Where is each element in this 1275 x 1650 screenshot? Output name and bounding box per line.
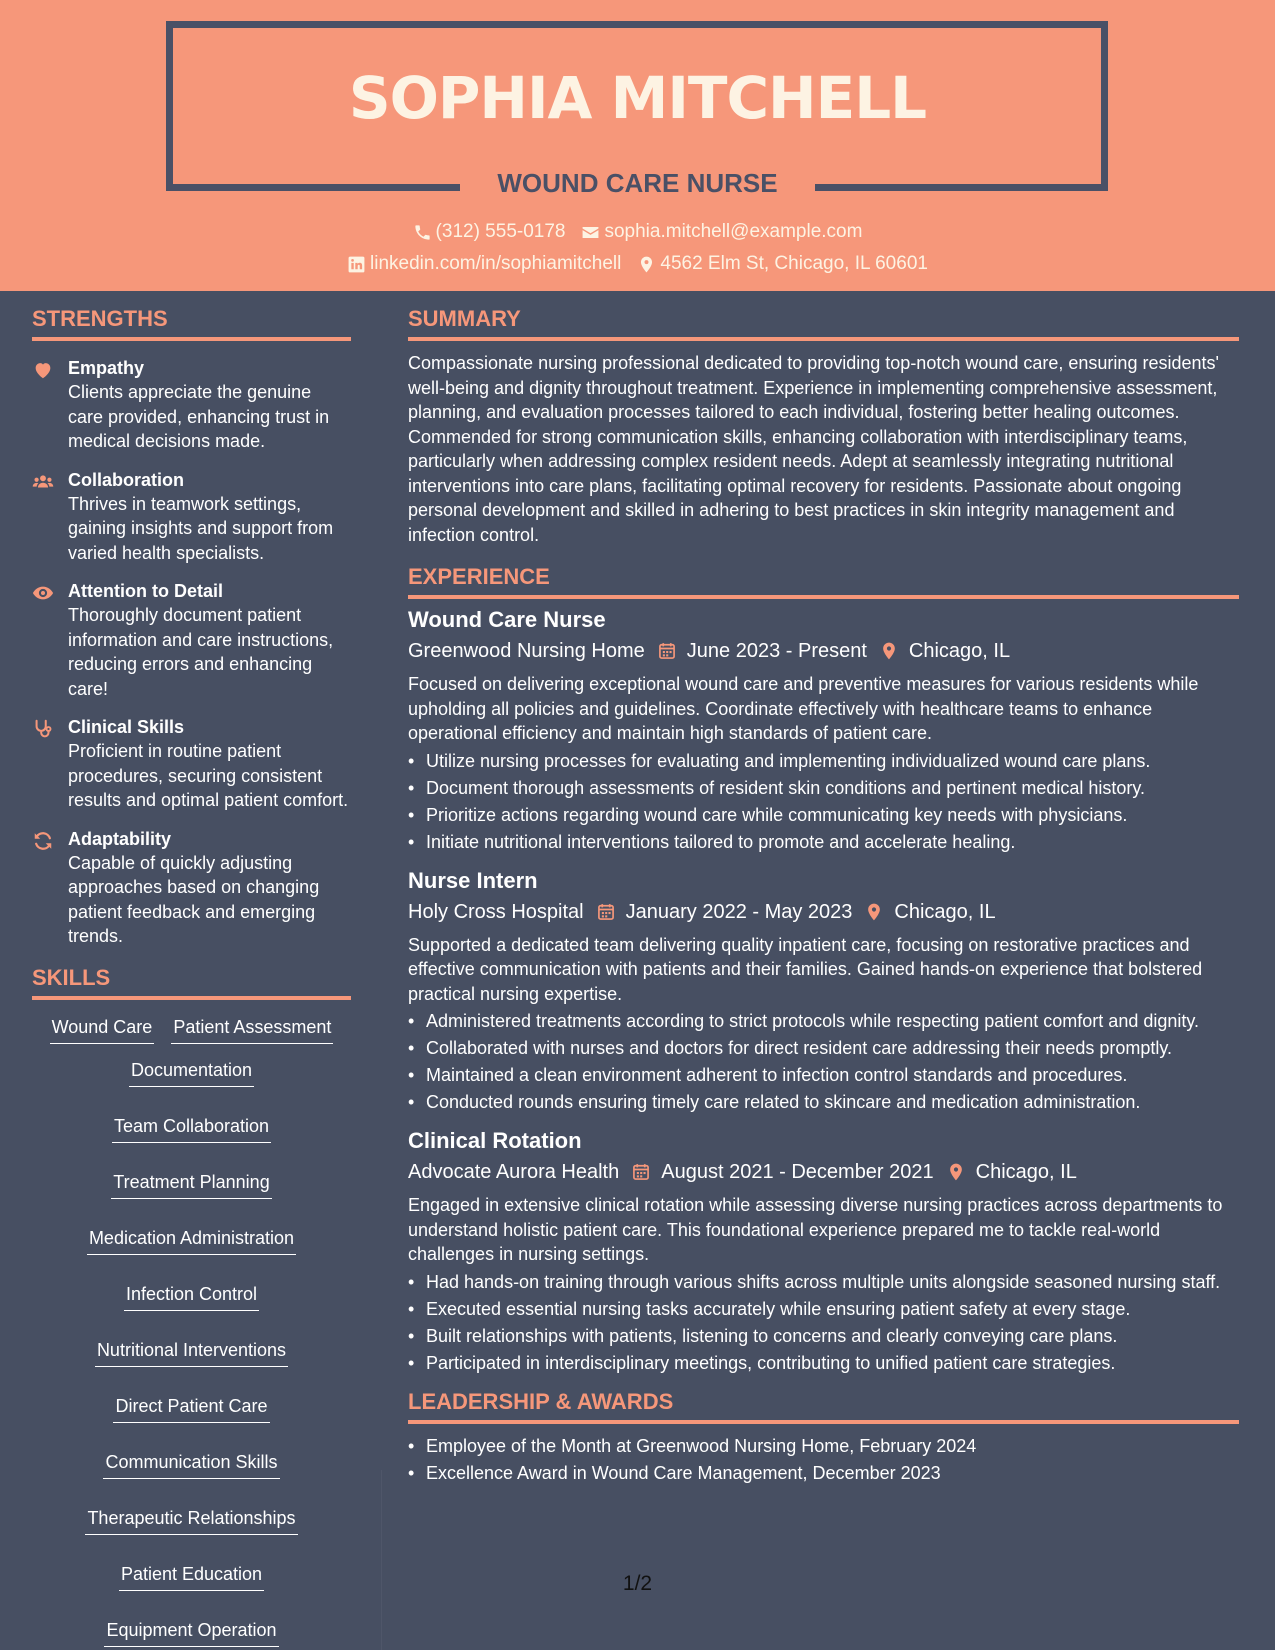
job-location: Chicago, IL	[975, 1161, 1077, 1183]
bullet-item: • Initiate nutritional interventions tailored to promote and accelerate healing.	[408, 830, 1239, 854]
map-pin-icon	[637, 255, 656, 274]
strength-desc: Capable of quickly adjusting approaches based on changing patient feedback and emerging trends.	[68, 852, 320, 946]
job-entry	[408, 1126, 1239, 1375]
skill-tag: Direct Patient Care	[113, 1393, 269, 1423]
job-dates: June 2023 - Present	[686, 640, 867, 662]
candidate-name: SOPHIA MITCHELL	[348, 64, 927, 132]
phone-contact[interactable]	[413, 219, 566, 245]
strength-desc: Clients appreciate the genuine care provided, enhancing trust in medical decisions made.	[68, 382, 330, 451]
map-pin-icon	[864, 902, 884, 922]
strengths-list	[32, 356, 351, 949]
skill-tag: Team Collaboration	[112, 1113, 271, 1143]
job-org: Advocate Aurora Health	[408, 1161, 620, 1183]
skill-tag: Communication Skills	[103, 1449, 279, 1479]
job-title: WOUND CARE NURSE	[497, 168, 778, 198]
job-entry	[408, 605, 1239, 854]
refresh-icon	[32, 830, 54, 852]
award-item: • Excellence Award in Wound Care Management, December 2023	[408, 1461, 1239, 1485]
calendar-icon	[596, 902, 616, 922]
skill-tag: Patient Assessment	[171, 1014, 333, 1044]
skills-list	[32, 1014, 351, 1647]
skill-tag: Wound Care	[50, 1014, 155, 1044]
address-contact	[637, 251, 928, 277]
linkedin-icon	[347, 255, 366, 274]
right-column	[408, 291, 1239, 1488]
bullet-item: • Built relationships with patients, listening to concerns and clearly conveying care plans.	[408, 1324, 1239, 1348]
strength-title: Collaboration	[68, 469, 184, 490]
strength-item	[32, 579, 351, 701]
job-location: Chicago, IL	[894, 900, 996, 923]
strength-title: Clinical Skills	[68, 717, 185, 737]
bullet-item: • Collaborated with nurses and doctors for direct resident care addressing their needs promptly.	[408, 1036, 1239, 1060]
job-dates: January 2022 - May 2023	[625, 900, 853, 923]
bullet-item: • Executed essential nursing tasks accurately while ensuring patient safety at every stage.	[408, 1297, 1239, 1321]
strength-desc: Proficient in routine patient procedures, securing consistent results and optimal patient comfort.	[68, 741, 349, 810]
address-text: 4562 Elm St, Chicago, IL 60601	[660, 253, 928, 274]
job-description: Supported a dedicated team delivering quality inpatient care, focusing on restorative practices and effective communication with patients and their families. Gained hands-on experience that bolstered practical nursing expertise.	[408, 934, 1203, 1004]
bullet-item: • Maintained a clean environment adherent to infection control standards and procedures.	[408, 1063, 1239, 1087]
job-bullets	[408, 749, 1239, 854]
job-dates: August 2021 - December 2021	[661, 1161, 934, 1183]
awards-list	[408, 1434, 1239, 1485]
email-contact[interactable]	[581, 219, 862, 245]
job-entry	[408, 866, 1239, 1115]
heart-icon	[32, 359, 54, 381]
strength-item	[32, 468, 351, 566]
strengths-heading: STRENGTHS	[32, 304, 351, 341]
skill-tag: Nutritional Interventions	[95, 1337, 288, 1367]
strength-item	[32, 827, 351, 949]
skill-tag: Therapeutic Relationships	[85, 1505, 297, 1535]
summary-text: Compassionate nursing professional dedicated to providing top-notch wound care, ensuring residents' well-being and dignity throughout treatment. Experience in implementing comprehensive assessment, planning, and evaluation processes tailored to each individual, fostering better healing outcomes. Commended for strong communication skills, enhancing collaboration with interdisciplinary teams, particularly when addressing complex resident needs. Adept at seamlessly integrating nutritional interventions into care plans, facilitating optimal recovery for residents. Passionate about ongoing personal development and skilled in adhering to best practices in skin integrity management and infection control.	[408, 353, 1219, 545]
bullet-item: • Document thorough assessments of resident skin conditions and pertinent medical history.	[408, 776, 1239, 800]
stethoscope-icon	[32, 718, 54, 740]
contact-row	[0, 219, 1275, 245]
email-text: sophia.mitchell@example.com	[604, 221, 863, 242]
job-role: Wound Care Nurse	[408, 607, 606, 632]
strength-desc: Thoroughly document patient information and care instructions, reducing errors and enhancing care!	[68, 605, 334, 699]
skill-tag: Infection Control	[124, 1281, 259, 1311]
linkedin-contact[interactable]	[347, 251, 621, 277]
job-location: Chicago, IL	[908, 640, 1011, 662]
job-org: Holy Cross Hospital	[408, 900, 584, 923]
bullet-item: • Utilize nursing processes for evaluating and implementing individualized wound care plans.	[408, 749, 1239, 773]
column-divider	[381, 1470, 382, 1650]
bullet-item: • Prioritize actions regarding wound care while communicating key needs with physicians.	[408, 803, 1239, 827]
skill-tag: Equipment Operation	[104, 1617, 278, 1647]
strength-title: Attention to Detail	[68, 581, 223, 601]
page-number: 1/2	[622, 1572, 653, 1595]
users-icon	[32, 471, 54, 493]
skill-tag: Treatment Planning	[111, 1169, 271, 1199]
header	[0, 0, 1275, 291]
envelope-icon	[581, 223, 600, 242]
bullet-item: • Administered treatments according to strict protocols while respecting patient comfort and dignity.	[408, 1009, 1239, 1033]
bullet-item: • Conducted rounds ensuring timely care related to skincare and medication administration.	[408, 1090, 1239, 1114]
job-org: Greenwood Nursing Home	[408, 640, 645, 662]
eye-icon	[32, 582, 54, 604]
strength-item	[32, 715, 351, 813]
skill-tag: Documentation	[129, 1057, 254, 1087]
contact-row	[0, 251, 1275, 277]
job-description: Engaged in extensive clinical rotation while assessing diverse nursing practices across departments to understand holistic patient care. This foundational experience prepared me to tackle real-world challenges in nursing settings.	[408, 1195, 1223, 1264]
left-column	[32, 291, 351, 1647]
summary-heading: SUMMARY	[408, 304, 1239, 341]
bullet-item: • Had hands-on training through various shifts across multiple units alongside seasoned nursing staff.	[408, 1270, 1239, 1294]
award-item: • Employee of the Month at Greenwood Nursing Home, February 2024	[408, 1434, 1239, 1458]
awards-heading: LEADERSHIP & AWARDS	[408, 1387, 1239, 1424]
phone-icon	[413, 223, 432, 242]
experience-heading: EXPERIENCE	[408, 562, 1239, 599]
job-meta	[408, 896, 1239, 928]
map-pin-icon	[946, 1162, 966, 1182]
job-bullets	[408, 1270, 1239, 1375]
skills-heading: SKILLS	[32, 963, 351, 1000]
calendar-icon	[657, 641, 677, 661]
job-bullets	[408, 1009, 1239, 1114]
linkedin-text: linkedin.com/in/sophiamitchell	[370, 253, 622, 274]
strength-title: Adaptability	[68, 828, 172, 849]
job-description: Focused on delivering exceptional wound care and preventive measures for various residents while upholding all policies and guidelines. Coordinate effectively with healthcare teams to enhance operational efficiency and maintain high standards of patient care.	[408, 674, 1199, 743]
map-pin-icon	[879, 641, 899, 661]
strength-title: Empathy	[68, 358, 145, 378]
skill-tag: Medication Administration	[87, 1225, 296, 1255]
phone-text: (312) 555-0178	[435, 221, 566, 242]
job-role: Clinical Rotation	[408, 1128, 582, 1153]
skill-tag: Patient Education	[119, 1561, 264, 1591]
calendar-icon	[631, 1162, 651, 1182]
job-meta	[408, 635, 1239, 667]
strength-desc: Thrives in teamwork settings, gaining insights and support from varied health specialists.	[68, 493, 334, 563]
job-meta	[408, 1156, 1239, 1188]
strength-item	[32, 356, 351, 454]
job-role: Nurse Intern	[408, 867, 538, 893]
bullet-item: • Participated in interdisciplinary meetings, contributing to unified patient care strategies.	[408, 1351, 1239, 1375]
